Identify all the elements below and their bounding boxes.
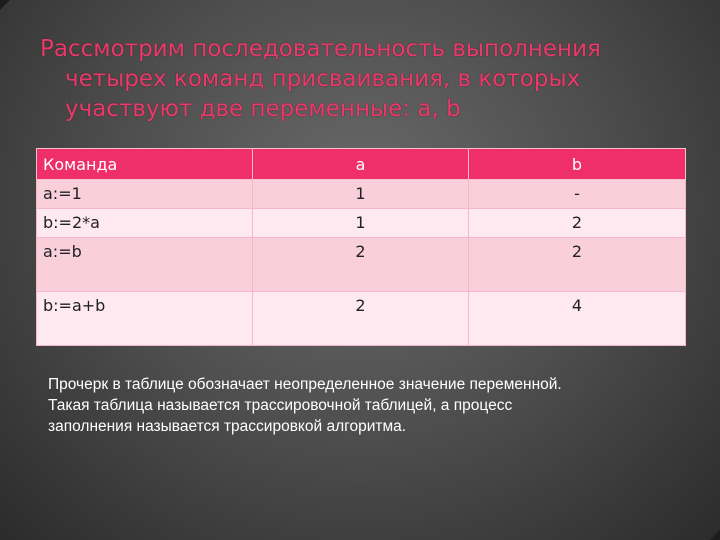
header-a: a: [253, 149, 469, 180]
table-row: [37, 292, 686, 346]
corner-decoration-bottom-right: [710, 530, 720, 540]
slide-title-line-2: четырех команд присваивания, в которых: [65, 66, 581, 92]
cell-b: 4: [469, 292, 686, 346]
cell-command: a:=1: [37, 180, 253, 209]
explanation-line-1: Прочерк в таблице обозначает неопределенное значение переменной.: [48, 376, 562, 393]
cell-command: a:=b: [37, 238, 253, 292]
explanation-text: [48, 374, 678, 437]
cell-a: 1: [253, 180, 469, 209]
table-row: [37, 209, 686, 238]
slide-title: [40, 34, 680, 124]
corner-decoration-top-left: [0, 0, 10, 10]
cell-a: 1: [253, 209, 469, 238]
explanation-line-3: заполнения называется трассировкой алгоритма.: [48, 418, 407, 435]
cell-command: b:=2*a: [37, 209, 253, 238]
cell-b: 2: [469, 209, 686, 238]
trace-table: [36, 148, 686, 346]
table-header-row: [37, 149, 686, 180]
cell-command: b:=a+b: [37, 292, 253, 346]
slide-title-line-3: участвуют две переменные: a, b: [65, 96, 461, 122]
table-row: [37, 180, 686, 209]
header-b: b: [469, 149, 686, 180]
cell-a: 2: [253, 292, 469, 346]
header-command: Команда: [37, 149, 253, 180]
table-row: [37, 238, 686, 292]
cell-a: 2: [253, 238, 469, 292]
cell-b: -: [469, 180, 686, 209]
explanation-line-2: Такая таблица называется трассировочной таблицей, а процесс: [48, 397, 513, 414]
slide-title-line-1: Рассмотрим последовательность выполнения: [40, 36, 601, 62]
cell-b: 2: [469, 238, 686, 292]
